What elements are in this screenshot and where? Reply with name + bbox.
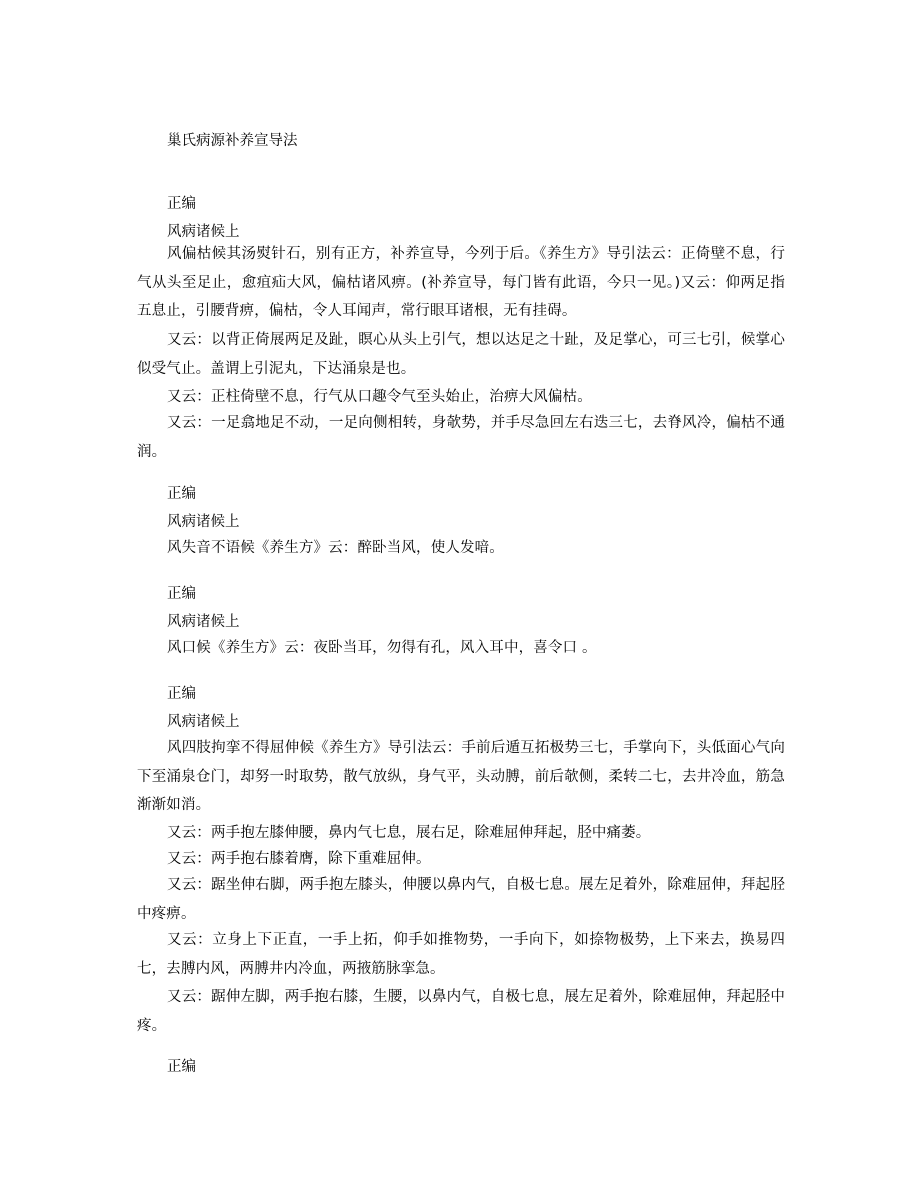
section-label: 正编 <box>167 1059 196 1075</box>
paragraph: 又云：两手抱右膝着膺，除下重难屈伸。 <box>167 851 431 867</box>
paragraph: 又云：两手抱左膝伸腰，鼻内气七息，展右足，除难屈伸拜起，胫中痛萎。 <box>167 825 651 841</box>
paragraph: 又云：以背正倚展两足及趾，瞑心从头上引气，想以达足之十趾，及足掌心，可三七引，候掌心似受气止。盖谓上引泥丸，下达涌泉是也。 <box>137 332 785 377</box>
paragraph: 风四肢拘挛不得屈伸候《养生方》导引法云：手前后遁互拓极势三七，手掌向下，头低面心气向下至涌泉仓门，却努一时取势，散气放纵，身气平，头动膊，前后欹侧，柔转二七，去井冷血，筋急渐渐如消。 <box>137 740 785 814</box>
section-subheading: 风病诸候上 <box>167 514 240 530</box>
section-label: 正编 <box>167 686 196 702</box>
paragraph: 风失音不语候《养生方》云：醉卧当风，使人发喑。 <box>167 540 504 556</box>
paragraph: 又云：一足翕地足不动，一足向侧相转，身欹势，并手尽急回左右迭三七，去脊风冷，偏枯不通润。 <box>137 415 785 460</box>
section-label: 正编 <box>167 486 196 502</box>
document-title: 巢氏病源补养宣导法 <box>167 133 298 149</box>
paragraph: 又云：立身上下正直，一手上拓，仰手如推物势，一手向下，如捺物极势，上下来去，换易四七，去膊内风，两膊井内冷血，两掖筋脉挛急。 <box>137 932 785 977</box>
section-label: 正编 <box>167 586 196 602</box>
section-label: 正编 <box>167 196 196 212</box>
paragraph: 又云：正柱倚壁不息，行气从口趣令气至头始止，治痹大风偏枯。 <box>167 389 592 405</box>
paragraph: 风口候《养生方》云：夜卧当耳，勿得有孔，风入耳中，喜令口 。 <box>167 640 597 656</box>
paragraph: 又云：踞伸左脚，两手抱右膝，生腰，以鼻内气，自极七息，展左足着外，除难屈伸，拜起胫中疼。 <box>137 989 785 1034</box>
paragraph: 又云：踞坐伸右脚，两手抱左膝头，伸腰以鼻内气，自极七息。展左足着外，除难屈伸，拜起胫中疼痹。 <box>137 877 785 922</box>
section-subheading: 风病诸候上 <box>167 224 240 240</box>
section-subheading: 风病诸候上 <box>167 614 240 630</box>
section-subheading: 风病诸候上 <box>167 714 240 730</box>
paragraph: 风偏枯候其汤熨针石，别有正方，补养宣导，今列于后。《养生方》导引法云：正倚壁不息，行气从头至足止，愈疽疝大风，偏枯诸风痹。(补养宣导，每门皆有此语，今只一见。)又云：仰两足指五息止，引腰背痹，偏枯，令人耳闻声，常行眼耳诸根，无有挂碍。 <box>137 246 785 320</box>
